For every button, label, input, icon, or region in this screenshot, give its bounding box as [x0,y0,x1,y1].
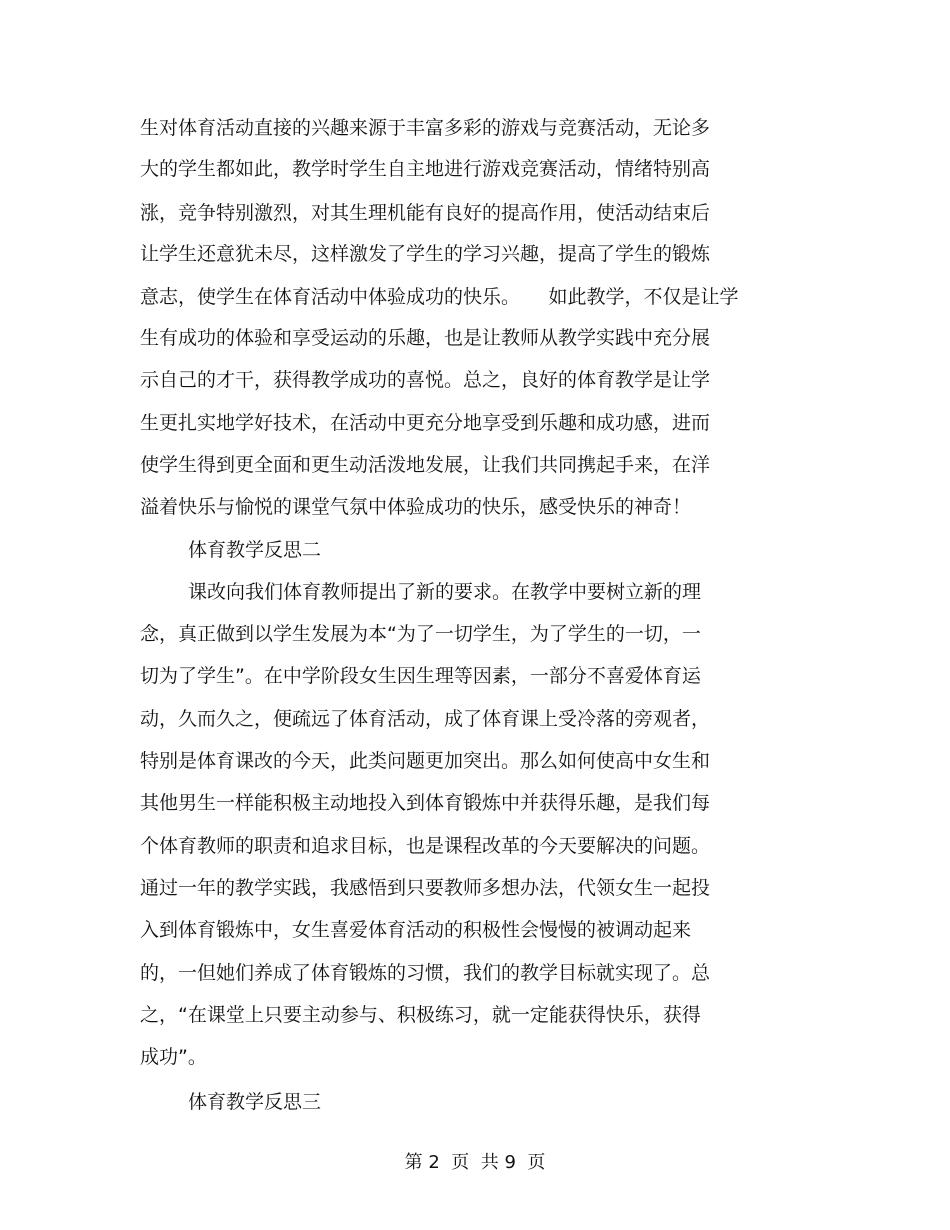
body-text-line: 动，久而久之，便疏远了体育活动，成了体育课上受冷落的旁观者， [140,708,711,730]
body-text-line: 生更扎实地学好技术，在活动中更充分地享受到乐趣和成功感，进而 [140,412,711,434]
body-text-line: 通过一年的教学实践，我感悟到只要教师多想办法，代领女生一起投 [140,877,711,899]
body-text-line: 生对体育活动直接的兴趣来源于丰富多彩的游戏与竞赛活动，无论多 [140,117,711,139]
body-text-line: 之，“在课堂上只要主动参与、积极练习，就一定能获得快乐，获得 [140,1004,701,1026]
body-text-line: 使学生得到更全面和更生动活泼地发展，让我们共同携起手来，在洋 [140,454,711,476]
body-text-line: 意志，使学生在体育活动中体验成功的快乐。 如此教学，不仅是让学 [140,286,739,308]
body-text-line: 入到体育锻炼中，女生喜爱体育活动的积极性会慢慢的被调动起来 [140,919,692,941]
body-text-line: 的，一但她们养成了体育锻炼的习惯，我们的教学目标就实现了。总 [140,962,711,984]
section-heading: 体育教学反思二 [188,539,322,561]
body-text-line: 课改向我们体育教师提出了新的要求。在教学中要树立新的理 [188,581,702,603]
body-text-line: 念，真正做到以学生发展为本“为了一切学生，为了学生的一切，一 [140,623,701,645]
body-text-line: 特别是体育课改的今天，此类问题更加突出。那么如何使高中女生和 [140,750,711,772]
body-text-line: 大的学生都如此，教学时学生自主地进行游戏竞赛活动，情绪特别高 [140,158,711,180]
body-text-line: 让学生还意犹未尽，这样激发了学生的学习兴趣，提高了学生的锻炼 [140,243,711,265]
section-heading: 体育教学反思三 [188,1091,322,1113]
body-text-line: 切为了学生”。在中学阶段女生因生理等因素，一部分不喜爱体育运 [140,665,701,687]
body-text-line: 涨，竞争特别激烈，对其生理机能有良好的提高作用，使活动结束后 [140,202,711,224]
body-text-line: 成功”。 [140,1046,207,1068]
body-text-line: 其他男生一样能积极主动地投入到体育锻炼中并获得乐趣，是我们每 [140,792,711,814]
body-text-line: 溢着快乐与愉悦的课堂气氛中体验成功的快乐，感受快乐的神奇！ [140,496,692,518]
body-text-line: 示自己的才干，获得教学成功的喜悦。总之，良好的体育教学是让学 [140,369,711,391]
body-text-line: 生有成功的体验和享受运动的乐趣，也是让教师从教学实践中充分展 [140,327,711,349]
page-number-footer: 第 2 页 共 9 页 [404,1152,546,1173]
body-text-line: 个体育教师的职责和追求目标，也是课程改革的今天要解决的问题。 [140,835,711,857]
